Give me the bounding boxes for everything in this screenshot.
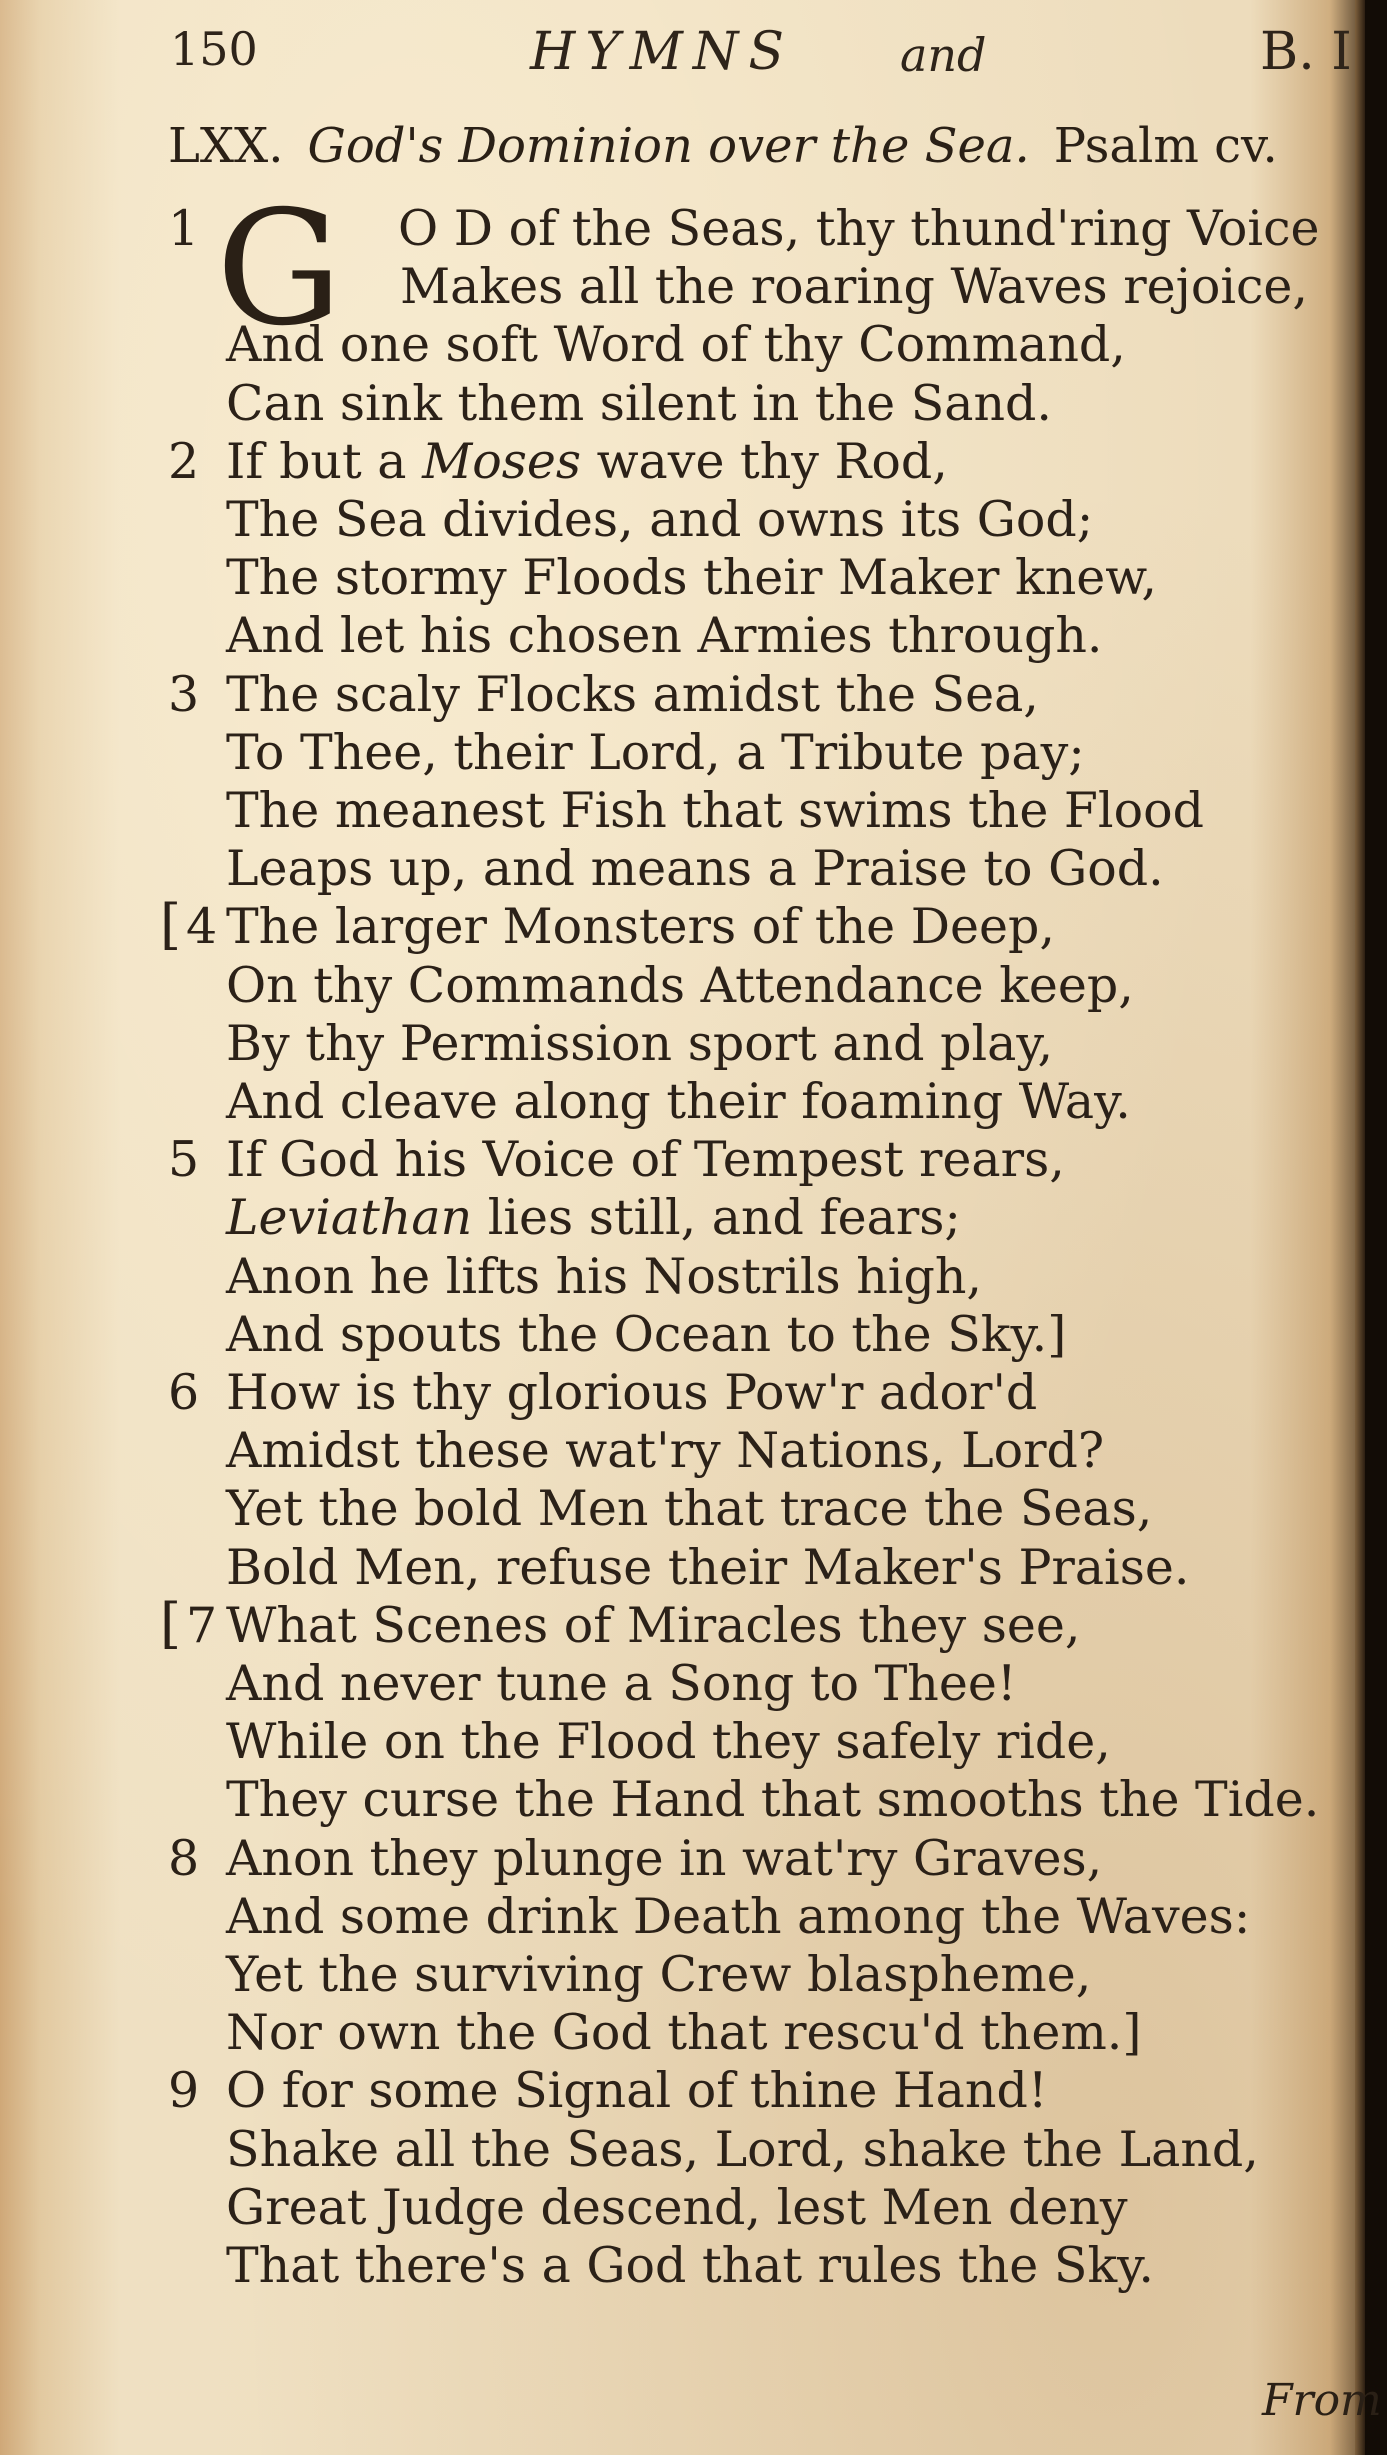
line-text: And cleave along their foaming Way. — [226, 1073, 1131, 1130]
verse-number: 9 — [168, 2062, 200, 2120]
running-title-and: and — [900, 28, 987, 82]
line-text: Shake all the Seas, Lord, shake the Land, — [226, 2120, 1259, 2178]
line-text: Yet the surviving Crew blaspheme, — [226, 1946, 1092, 2003]
line-text: Yet the bold Men that trace the Seas, — [226, 1480, 1153, 1538]
verse-line — [226, 1946, 1092, 2003]
verse-number: 6 — [168, 1364, 200, 1421]
verse-line — [226, 1771, 1320, 1829]
verse-line — [226, 840, 1164, 898]
verse-number: 8 — [168, 1829, 200, 1887]
verse-number: 7 — [186, 1596, 218, 1654]
line-text: And one soft Word of thy Command, — [226, 316, 1126, 374]
hymn-heading — [168, 118, 1278, 174]
line-text: And never tune a Song to Thee! — [226, 1655, 1017, 1712]
verse-line — [226, 2237, 1154, 2294]
line-text: To Thee, their Lord, a Tribute pay; — [226, 723, 1085, 781]
verse-number: 5 — [168, 1131, 200, 1189]
hymn-number: LXX. — [168, 118, 284, 174]
line-text: lies still, and fears; — [472, 1189, 961, 1247]
line-text: If but a — [226, 432, 423, 490]
verse-line — [226, 1073, 1131, 1130]
verse-line — [226, 665, 1039, 723]
verse-line — [226, 2178, 1128, 2236]
verse-line — [226, 607, 1103, 665]
line-text: Bold Men, refuse their Maker's Praise. — [226, 1538, 1190, 1596]
line-text: That there's a God that rules the Sky. — [226, 2237, 1154, 2294]
page-number: 150 — [170, 22, 258, 76]
verse-line — [226, 782, 1204, 839]
line-text: Can sink them silent in the Sand. — [226, 374, 1052, 432]
line-text: By thy Permission sport and play, — [226, 1014, 1054, 1072]
catchword: From — [1262, 2375, 1382, 2426]
verse-line — [226, 1247, 982, 1305]
line-text: The stormy Floods their Maker knew, — [226, 549, 1157, 607]
verse-line — [226, 1131, 1065, 1189]
line-text: Anon they plunge in wat'ry Graves, — [226, 1829, 1103, 1887]
verse-line — [226, 2062, 1048, 2120]
verse-line — [398, 200, 1320, 257]
verse-line — [226, 374, 1052, 432]
verse-line — [226, 1480, 1153, 1538]
line-text: If God his Voice of Tempest rears, — [226, 1131, 1065, 1189]
verse-line — [400, 258, 1309, 316]
line-text: O for some Signal of thine Hand! — [226, 2062, 1048, 2120]
verse-bracket: [ — [160, 893, 182, 957]
line-text: Amidst these wat'ry Nations, Lord? — [226, 1422, 1105, 1480]
drop-cap: G — [216, 177, 343, 361]
verse-line — [226, 956, 1134, 1014]
verse-bracket: [ — [160, 1591, 182, 1655]
line-text: Nor own the God that rescu'd them.] — [226, 2004, 1142, 2062]
line-text: While on the Flood they safely ride, — [226, 1713, 1111, 1771]
verse-line — [226, 491, 1094, 548]
verse-line — [226, 1364, 1038, 1421]
line-text: Leaps up, and means a Praise to God. — [226, 840, 1164, 898]
line-text: And some drink Death among the Waves: — [226, 1887, 1251, 1945]
italic-name: Leviathan — [226, 1189, 473, 1247]
verse-line — [226, 1596, 1081, 1654]
verse-number: 1 — [168, 200, 200, 257]
page-gutter-shadow — [1355, 0, 1365, 2455]
line-text: And let his chosen Armies through. — [226, 607, 1103, 665]
verse-number: 3 — [168, 665, 200, 723]
verse-line — [226, 1538, 1190, 1596]
line-text: Anon he lifts his Nostrils high, — [226, 1247, 982, 1305]
running-section: B. I — [1260, 22, 1352, 82]
page-edge — [1365, 0, 1387, 2455]
running-title: HYMNS — [530, 22, 795, 82]
hymn-title: God's Dominion over the Sea. — [307, 118, 1030, 174]
line-text: O D of the Seas, thy thund'ring Voice — [398, 200, 1320, 257]
line-text: And spouts the Ocean to the Sky.] — [226, 1305, 1067, 1363]
verse-number: 4 — [186, 898, 218, 956]
verse-line — [226, 432, 948, 490]
verse-line — [226, 898, 1055, 956]
verse-number: 2 — [168, 432, 200, 490]
verse-line — [226, 1829, 1103, 1887]
line-text: The scaly Flocks amidst the Sea, — [226, 665, 1039, 723]
verse-line — [226, 1655, 1017, 1712]
line-text: Great Judge descend, lest Men deny — [226, 2178, 1128, 2236]
line-text: Makes all the roaring Waves rejoice, — [400, 258, 1309, 316]
line-text: What Scenes of Miracles they see, — [226, 1596, 1081, 1654]
italic-name: Moses — [422, 432, 582, 490]
verse-line — [226, 1713, 1111, 1771]
verse-line — [226, 2004, 1142, 2062]
verse-line — [226, 1422, 1105, 1480]
verse-line — [226, 1014, 1054, 1072]
line-text: The meanest Fish that swims the Flood — [226, 782, 1204, 839]
verse-line — [226, 1887, 1251, 1945]
verse-line — [226, 2120, 1259, 2178]
line-text: They curse the Hand that smooths the Tide. — [226, 1771, 1320, 1829]
line-text: How is thy glorious Pow'r ador'd — [226, 1364, 1038, 1421]
line-text: wave thy Rod, — [581, 432, 948, 490]
verse-line — [226, 1305, 1067, 1363]
line-text: On thy Commands Attendance keep, — [226, 956, 1134, 1014]
line-text: The Sea divides, and owns its God; — [226, 491, 1094, 548]
hymn-psalm-reference: Psalm cv. — [1053, 118, 1278, 174]
line-text: The larger Monsters of the Deep, — [226, 898, 1055, 956]
verse-line — [226, 316, 1126, 374]
verse-line — [226, 723, 1085, 781]
verse-line — [226, 1189, 961, 1247]
verse-line — [226, 549, 1157, 607]
